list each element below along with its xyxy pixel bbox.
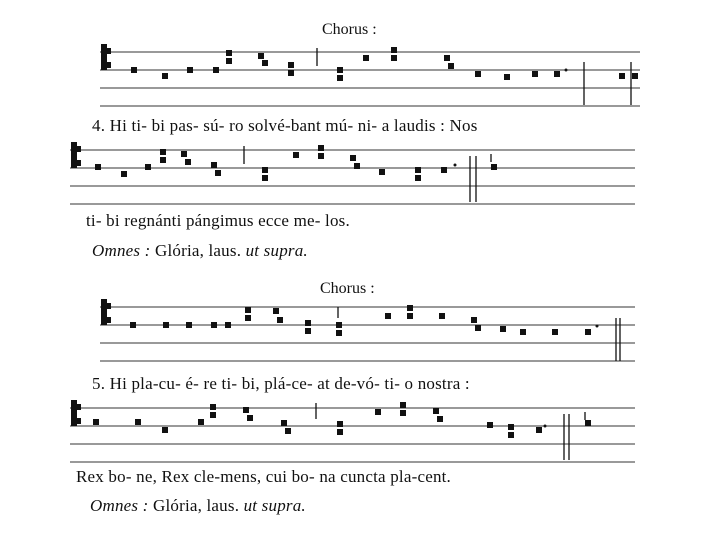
verse-5-line-2: Rex bo- ne, Rex cle-mens, cui bo- na cuncta pla-cent. xyxy=(76,467,452,486)
staff-2a xyxy=(95,298,640,366)
staff-2b xyxy=(65,398,640,468)
omnes-text: Glória, laus. xyxy=(154,241,242,260)
chorus-label-1: Chorus : xyxy=(322,21,377,38)
omnes-line-2 xyxy=(90,496,306,516)
verse-5-line-1: 5. Hi pla-cu- é- re ti- bi, plá-ce- at de-vó- ti- o nostra : xyxy=(92,374,470,393)
verse-4-line-1: 4. Hi ti- bi pas- sú- ro solvé-bant mú- ni- a laudis : Nos xyxy=(92,116,478,135)
staff-1b xyxy=(65,140,640,210)
omnes-label: Omnes : xyxy=(90,496,149,515)
omnes-line-1 xyxy=(92,241,308,261)
chorus-label-2: Chorus : xyxy=(320,280,375,297)
c-clef xyxy=(101,44,107,70)
omnes-suffix: ut supra. xyxy=(245,241,308,260)
omnes-label: Omnes : xyxy=(92,241,151,260)
omnes-text: Glória, laus. xyxy=(152,496,240,515)
verse-4-line-2: ti- bi regnánti pángimus ecce me- los. xyxy=(86,211,350,230)
staff-1a xyxy=(95,40,645,115)
omnes-suffix: ut supra. xyxy=(243,496,306,515)
